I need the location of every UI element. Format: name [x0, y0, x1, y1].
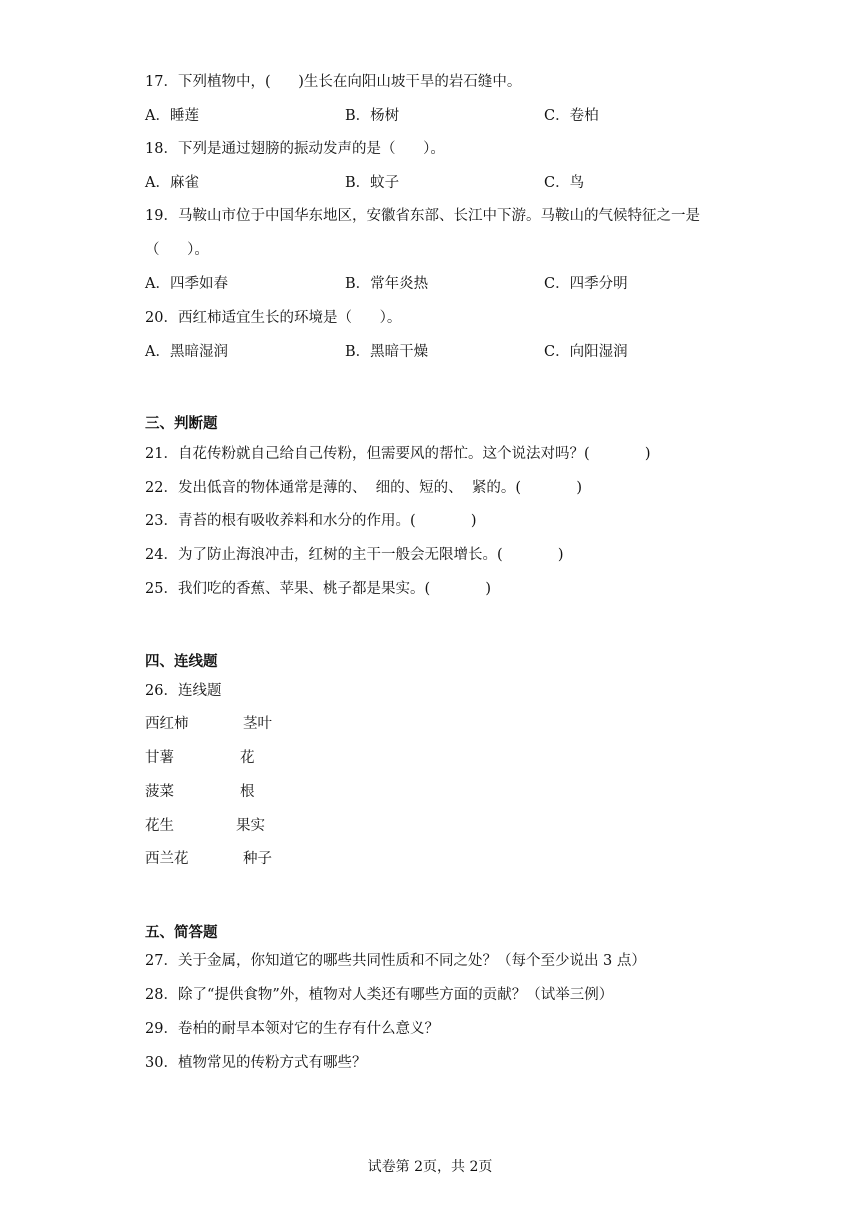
question-29: 29．卷柏的耐旱本领对它的生存有什么意义？ — [145, 1021, 439, 1037]
question-24: 24．为了防止海浪冲击，红树的主干一般会无限增长。( ) — [145, 547, 564, 563]
question-25: 25．我们吃的香蕉、苹果、桃子都是果实。( ) — [145, 581, 492, 597]
question-20-option-b: B．黑暗干燥 — [345, 344, 429, 360]
match-left-item: 菠菜 — [145, 784, 174, 800]
question-28: 28．除了“提供食物”外，植物对人类还有哪些方面的贡献？（试举三例） — [145, 987, 614, 1003]
match-right-item: 花 — [240, 750, 255, 766]
question-19-option-c: C．四季分明 — [544, 276, 628, 292]
match-left-item: 花生 — [145, 818, 174, 834]
question-20-stem: 20．西红柿适宜生长的环境是（ ）。 — [145, 310, 402, 326]
question-17-option-b: B．杨树 — [345, 108, 400, 124]
question-23: 23．青苔的根有吸收养料和水分的作用。( ) — [145, 513, 477, 529]
question-17-stem: 17．下列植物中，( )生长在向阳山坡干旱的岩石缝中。 — [145, 74, 522, 90]
match-right-item: 茎叶 — [243, 716, 272, 732]
page-footer: 试卷第 2页，共 2页 — [367, 1159, 493, 1175]
question-19-option-a: A．四季如春 — [145, 276, 228, 292]
match-left-item: 西红柿 — [145, 716, 189, 732]
match-right-item: 果实 — [236, 818, 265, 834]
question-22: 22．发出低音的物体通常是薄的、 细的、短的、 紧的。( ) — [145, 480, 583, 496]
match-left-item: 甘薯 — [145, 750, 174, 766]
question-20-option-c: C．向阳湿润 — [544, 344, 628, 360]
question-18-option-a: A．麻雀 — [145, 175, 199, 191]
question-17-option-c: C．卷柏 — [544, 108, 599, 124]
section-3-title: 三、判断题 — [145, 415, 218, 432]
question-26: 26．连线题 — [145, 683, 222, 699]
section-5-title: 五、简答题 — [145, 924, 218, 941]
match-right-item: 种子 — [243, 851, 272, 867]
question-30: 30．植物常见的传粉方式有哪些？ — [145, 1055, 367, 1071]
question-20-option-a: A．黑暗湿润 — [145, 344, 228, 360]
question-18-option-c: C．鸟 — [544, 175, 585, 191]
question-21: 21．自花传粉就自己给自己传粉，但需要风的帮忙。这个说法对吗？( ) — [145, 446, 651, 462]
section-4-title: 四、连线题 — [145, 653, 218, 670]
question-18-stem: 18．下列是通过翅膀的振动发声的是（ ）。 — [145, 141, 445, 157]
question-19-option-b: B．常年炎热 — [345, 276, 429, 292]
match-left-item: 西兰花 — [145, 851, 189, 867]
question-27: 27．关于金属，你知道它的哪些共同性质和不同之处？（每个至少说出 3 点） — [145, 953, 646, 969]
question-18-option-b: B．蚊子 — [345, 175, 400, 191]
match-right-item: 根 — [240, 784, 255, 800]
question-19-stem: 19．马鞍山市位于中国华东地区，安徽省东部、长江中下游。马鞍山的气候特征之一是 — [145, 208, 700, 224]
question-19-stem-cont: （ ）。 — [145, 242, 209, 258]
question-17-option-a: A．睡莲 — [145, 108, 199, 124]
